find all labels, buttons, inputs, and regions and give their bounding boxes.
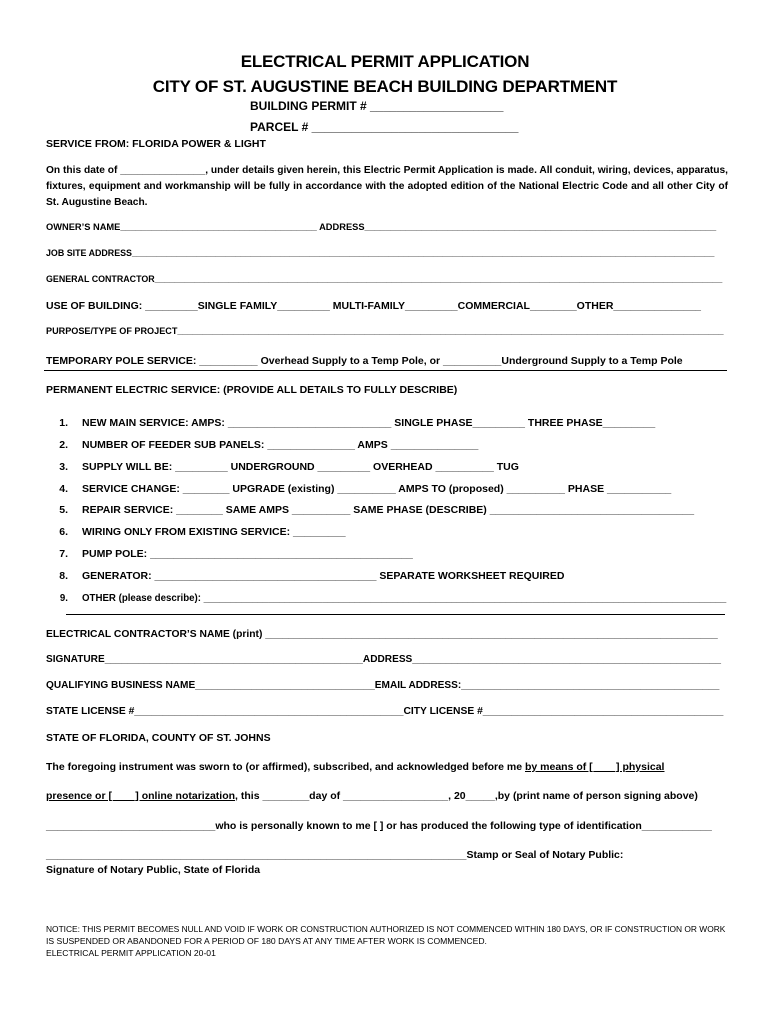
service-from: SERVICE FROM: FLORIDA POWER & LIGHT xyxy=(46,138,266,150)
divider xyxy=(66,614,725,615)
temporary-pole-field[interactable]: TEMPORARY POLE SERVICE: __________ Overhead Supply to a Temp Pole, or __________Underground Supply to a Temp Pole xyxy=(46,355,683,367)
physical-presence-option[interactable]: by means of [____] physical xyxy=(525,761,665,773)
notary-signature-label: Signature of Notary Public, State of Florida xyxy=(46,864,261,876)
item-number: 9. xyxy=(59,593,68,604)
owner-name-field[interactable]: OWNER’S NAME______________________________________ ADDRESS____________________________________________________________________ xyxy=(46,222,717,232)
item-text: REPAIR SERVICE: ________ SAME AMPS __________ SAME PHASE (DESCRIBE) ___________________________________ xyxy=(82,504,695,516)
list-item[interactable] xyxy=(46,417,655,429)
footer-notice-line-1: NOTICE: THIS PERMIT BECOMES NULL AND VOID IF WORK OR CONSTRUCTION AUTHORIZED IS NOT COMMENCED WITHIN 180 DAYS, OR IF CONSTRUCTION OR WORK xyxy=(46,924,726,934)
item-text: NEW MAIN SERVICE: AMPS: ____________________________ SINGLE PHASE_________ THREE PHASE_________ xyxy=(82,417,656,429)
notary-state: STATE OF FLORIDA, COUNTY OF ST. JOHNS xyxy=(46,732,271,744)
list-item[interactable] xyxy=(46,526,346,538)
item-text: SUPPLY WILL BE: _________ UNDERGROUND _________ OVERHEAD __________ TUG xyxy=(82,461,519,473)
date-signer-field[interactable]: this ________day of __________________, 20_____,by (print name of person signing above) xyxy=(237,790,698,802)
job-site-address-field[interactable]: JOB SITE ADDRESS______________________________________________________________________________________________________________________ xyxy=(46,248,715,258)
signature-field[interactable]: SIGNATURE______________________________________________ADDRESS_______________________________________________________ xyxy=(46,654,722,665)
list-item[interactable] xyxy=(46,570,564,582)
list-item[interactable] xyxy=(46,548,413,560)
identification-field[interactable]: _____________________________who is personally known to me [ ] or has produced the following type of identification____________ xyxy=(46,820,712,832)
general-contractor-field[interactable]: GENERAL CONTRACTOR___________________________________________________________________________________________________________________ xyxy=(46,274,723,284)
sworn-statement xyxy=(46,761,664,773)
contractor-name-field[interactable]: ELECTRICAL CONTRACTOR’S NAME (print) _______________________________________________________________________________ xyxy=(46,629,718,640)
presence-statement xyxy=(46,790,698,802)
item-text: NUMBER OF FEEDER SUB PANELS: _______________ AMPS _______________ xyxy=(82,439,479,451)
use-of-building-field[interactable]: USE OF BUILDING: _________SINGLE FAMILY_________ MULTI-FAMILY_________COMMERCIAL________OTHER_______________ xyxy=(46,300,702,312)
item-text: GENERATOR: ______________________________________ SEPARATE WORKSHEET REQUIRED xyxy=(82,570,565,582)
item-text: WIRING ONLY FROM EXISTING SERVICE: _________ xyxy=(82,526,346,538)
item-text: PUMP POLE: _____________________________________________ xyxy=(82,548,413,560)
sworn-text: The foregoing instrument was sworn to (or affirmed), subscribed, and acknowledged before me xyxy=(46,761,525,773)
list-item[interactable] xyxy=(46,483,671,495)
item-number: 7. xyxy=(59,548,68,560)
building-permit-field[interactable]: BUILDING PERMIT # ____________________ xyxy=(250,99,504,113)
business-name-field[interactable]: QUALIFYING BUSINESS NAME________________________________EMAIL ADDRESS:______________________________________________ xyxy=(46,680,720,691)
item-text: SERVICE CHANGE: ________ UPGRADE (existing) __________ AMPS TO (proposed) __________ PHASE ___________ xyxy=(82,483,672,495)
notary-stamp-field[interactable]: ________________________________________________________________________Stamp or Seal of Notary Public: xyxy=(46,849,624,861)
divider xyxy=(44,370,727,371)
list-item[interactable] xyxy=(46,461,519,473)
item-number: 8. xyxy=(59,570,68,582)
license-field[interactable]: STATE LICENSE #_______________________________________________CITY LICENSE #__________________________________________ xyxy=(46,706,724,717)
list-item[interactable] xyxy=(46,593,726,604)
item-number: 5. xyxy=(59,504,68,516)
parcel-field[interactable]: PARCEL # _______________________________ xyxy=(250,120,519,134)
footer-notice-line-2: IS SUSPENDED OR ABANDONED FOR A PERIOD OF 180 DAYS AT ANY TIME AFTER WORK IS COMMENCED. xyxy=(46,936,487,946)
form-id: ELECTRICAL PERMIT APPLICATION 20-01 xyxy=(46,948,216,958)
item-number: 4. xyxy=(59,483,68,495)
statement-paragraph: On this date of _______________, under details given herein, this Electric Permit Application is made. All conduit, wiring, devices, apparatus, fixtures, equipment and workmanship will be fully in accordance with the adopted edition of the National Electric Code and all other City of St. Augustine Beach. xyxy=(46,165,728,208)
list-item[interactable] xyxy=(46,439,478,451)
item-text: OTHER (please describe): _________________________________________________________________________________________________ xyxy=(82,593,727,604)
online-notarization-option[interactable]: presence or [____] online notarization, xyxy=(46,790,238,802)
item-number: 2. xyxy=(59,439,68,451)
purpose-field[interactable]: PURPOSE/TYPE OF PROJECT____________________________________________________________________________________________________________ xyxy=(46,326,724,336)
list-item[interactable] xyxy=(46,504,694,516)
item-number: 6. xyxy=(59,526,68,538)
form-title: ELECTRICAL PERMIT APPLICATION xyxy=(240,52,530,71)
item-number: 1. xyxy=(59,417,68,429)
department-name: CITY OF ST. AUGUSTINE BEACH BUILDING DEPARTMENT xyxy=(152,77,618,96)
item-number: 3. xyxy=(59,461,68,473)
permanent-service-heading: PERMANENT ELECTRIC SERVICE: (PROVIDE ALL DETAILS TO FULLY DESCRIBE) xyxy=(46,384,458,396)
